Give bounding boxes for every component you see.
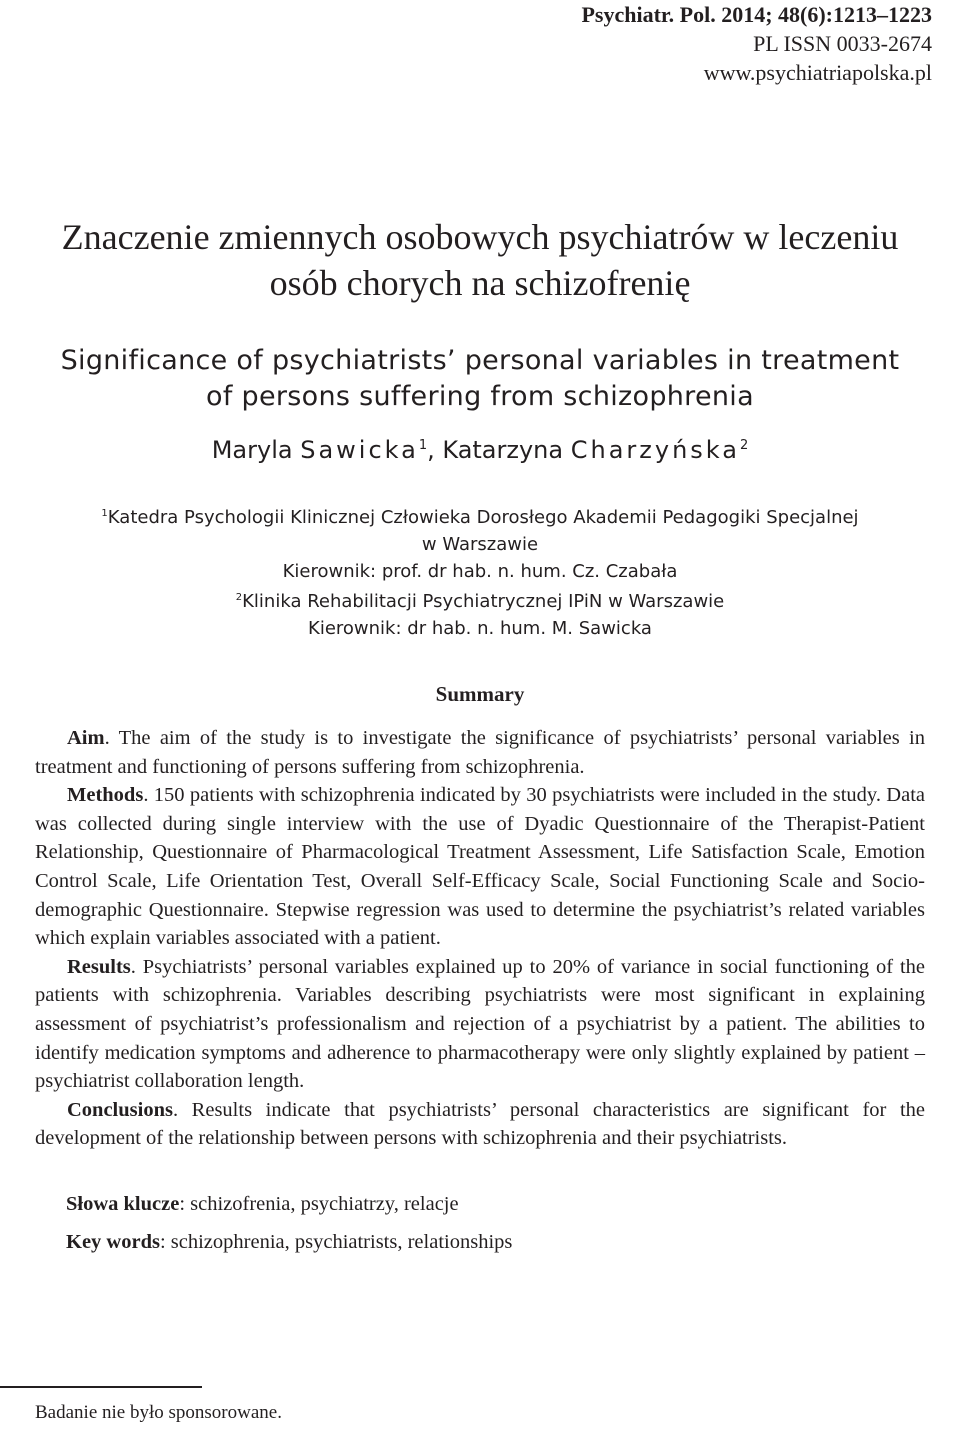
author-2: [442, 436, 748, 464]
affiliation-1-mark: 1: [101, 508, 108, 519]
author-1-first-name: Maryla: [211, 436, 293, 464]
keywords-english: [66, 1228, 936, 1256]
affiliation-2-mark: 2: [235, 592, 243, 603]
abstract-conclusions-text: . Results indicate that psychiatrists’ personal characteristics are significant for the development of the relationship between persons with schizophrenia and their psychiatrists.: [35, 1098, 925, 1150]
author-2-first-name: Katarzyna: [442, 436, 564, 464]
abstract-methods-label: Methods: [67, 784, 144, 807]
affiliation-1-head: Kierownik: prof. dr hab. n. hum. Cz. Czabała: [282, 561, 678, 582]
abstract-conclusions-label: Conclusions: [67, 1098, 173, 1121]
abstract-conclusions: [35, 1096, 925, 1153]
keywords-polish-label: Słowa klucze: [66, 1193, 180, 1215]
journal-header: [432, 0, 932, 87]
keywords-english-label: Key words: [66, 1231, 160, 1253]
summary-heading: Summary: [435, 682, 525, 706]
abstract-results: [35, 953, 925, 1096]
title-english-line-1: Significance of psychiatrists’ personal variables in treatment: [60, 345, 900, 376]
footnote: Badanie nie było sponsorowane.: [35, 1402, 282, 1423]
keywords-english-text: : schizophrenia, psychiatrists, relationships: [159, 1231, 513, 1253]
title-english-line-2: of persons suffering from schizophrenia: [206, 381, 754, 412]
author-separator: ,: [427, 436, 443, 464]
affiliation-1: [0, 500, 960, 585]
abstract-results-text: . Psychiatrists’ personal variables explained up to 20% of variance in social functioning of the patients with schizophrenia. Variables describing psychiatrists were most significant in explaining assessment of psychiatrist’s professionalism and rejection of a psychiatrist by a patient. The abilities to identify medication symptoms and adherence to pharmacotherapy were only slightly explained by patient – psychiatrist collaboration length.: [35, 955, 925, 1093]
journal-citation: Psychiatr. Pol. 2014; 48(6):1213–1223: [581, 2, 932, 27]
affiliation-2: [0, 584, 960, 642]
abstract-aim-text: . The aim of the study is to investigate the significance of psychiatrists’ personal variables in treatment and functioning of persons suffering from schizophrenia.: [35, 727, 925, 778]
abstract-methods: [35, 781, 925, 953]
title-polish: [0, 214, 960, 306]
keywords-polish: [66, 1190, 936, 1218]
title-polish-line-2: osób chorych na schizofrenię: [269, 263, 691, 303]
abstract-aim: [35, 724, 925, 781]
author-1-affiliation-mark: 1: [418, 438, 428, 453]
abstract-methods-text: . 150 patients with schizophrenia indicated by 30 psychiatrists were included in the study. Data was collected during single interview with the use of Dyadic Questionnaire of the Therapist-Patient Relationship, Questionnaire of Pharmacological Treatment Assessment, Life Satisfaction Scale, Emotion Control Scale, Life Orientation Test, Overall Self-Efficacy Scale, Social Functioning Scale and Socio- demographic Questionnaire. Stepwise regression was used to determine the psychiatrist’s related variables which explain variables associated with a patient.: [35, 784, 925, 950]
author-2-affiliation-mark: 2: [740, 438, 749, 453]
title-polish-line-1: Znaczenie zmiennych osobowych psychiatrów w leczeniu: [61, 217, 899, 257]
abstract-body: [35, 724, 925, 1153]
title-english: [0, 343, 960, 415]
affiliation-2-name: Klinika Rehabilitacji Psychiatrycznej IPiN w Warszawie: [242, 591, 725, 612]
author-1: [212, 436, 443, 464]
abstract-aim-label: Aim: [67, 727, 105, 749]
keywords-polish-text: : schizofrenia, psychiatrzy, relacje: [179, 1193, 459, 1215]
abstract-results-label: Results: [67, 955, 131, 978]
author-list: [0, 428, 960, 468]
affiliation-1-name: Katedra Psychologii Klinicznej Człowieka Dorosłego Akademii Pedagogiki Specjalnej: [107, 507, 859, 528]
journal-issn: PL ISSN 0033-2674: [753, 31, 932, 56]
affiliation-1-city: w Warszawie: [421, 534, 539, 555]
author-2-surname: Charzyńska: [570, 436, 740, 464]
author-1-surname: Sawicka: [300, 436, 419, 464]
footnote-divider: [0, 1386, 202, 1388]
journal-url[interactable]: www.psychiatriapolska.pl: [703, 60, 932, 85]
affiliation-2-head: Kierownik: dr hab. n. hum. M. Sawicka: [308, 618, 652, 639]
